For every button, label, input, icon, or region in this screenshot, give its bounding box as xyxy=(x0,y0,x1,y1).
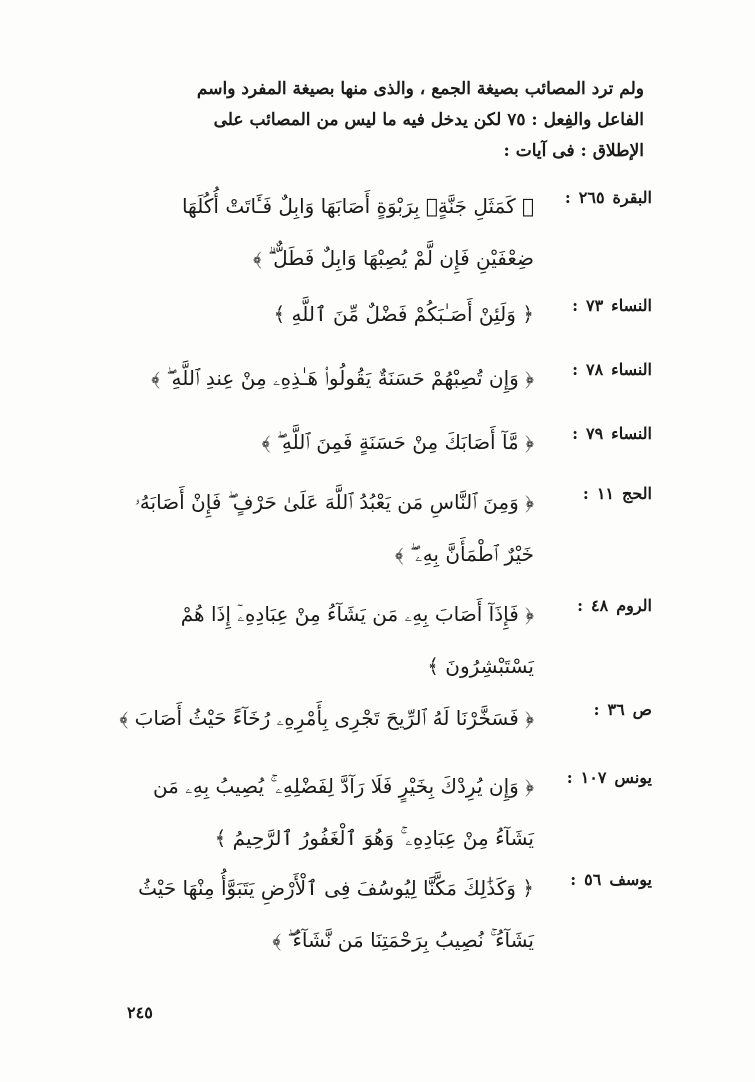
page-number: ٢٤٥ xyxy=(127,1003,153,1022)
verse-line: ﴿ وَكَذَٰلِكَ مَكَّنَّا لِيُوسُفَ فِى ٱلْأَرْضِ يَتَبَوَّأُ مِنْهَا حَيْثُ xyxy=(138,876,534,900)
verse-text xyxy=(130,476,534,580)
ayah-number: ٧٨ xyxy=(585,360,604,379)
reference-colon: : xyxy=(577,596,584,615)
verse-line: يَشَآءُ مِنْ عِبَادِهِۦ ۚ وَهُوَ ٱلْغَفُورُ ٱلرَّحِيمُ ﴾ xyxy=(214,826,534,850)
verse-text xyxy=(130,588,534,692)
ayah-number: ٢٦٥ xyxy=(578,188,605,207)
reference-colon: : xyxy=(572,360,578,379)
surah-name: يونس xyxy=(614,768,652,787)
verse-reference xyxy=(542,424,652,443)
ayah-number: ٤٨ xyxy=(591,596,609,615)
surah-name: ص xyxy=(632,700,652,719)
surah-name: الروم xyxy=(616,596,652,615)
verse-reference xyxy=(542,296,652,315)
reference-colon: : xyxy=(570,870,577,889)
reference-colon: : xyxy=(572,296,578,315)
reference-colon: : xyxy=(566,768,573,787)
reference-colon: : xyxy=(582,484,589,503)
intro-line: الإطلاق : فى آيات : xyxy=(503,141,644,161)
verse-line: يَسْتَبْشِرُونَ ﴾ xyxy=(427,654,534,678)
verse-line: ﴿ وَإِن يُرِدْكَ بِخَيْرٍ فَلَا رَآدَّ لِفَضْلِهِۦ ۚ يُصِيبُ بِهِۦ مَن xyxy=(152,774,534,798)
verse-reference xyxy=(542,188,652,207)
ayah-number: ١١ xyxy=(596,484,615,503)
verse-text xyxy=(119,692,534,744)
verse-line: يَشَآءُ ۚ نُصِيبُ بِرَحْمَتِنَا مَن نَّشَآءُ ۖ ﴾ xyxy=(272,928,534,952)
surah-name: الحج xyxy=(622,484,652,503)
ayah-number: ٧٣ xyxy=(585,296,604,315)
verse-reference xyxy=(542,870,652,889)
reference-colon: : xyxy=(572,424,578,443)
verse-reference xyxy=(542,768,652,787)
verse-line: ﴿ وَمِنَ ٱلنَّاسِ مَن يَعْبُدُ ٱللَّهَ عَلَىٰ حَرْفٍ ۖ فَإِنْ أَصَابَهُۥ xyxy=(134,490,534,514)
intro-line: ولم ترد المصائب بصيغة الجمع ، والذى منها بصيغة المفرد واسم xyxy=(196,79,644,99)
intro-paragraph xyxy=(160,74,644,167)
surah-name: يوسف xyxy=(609,870,652,889)
verse-line: ضِعْفَيْنِ فَإِن لَّمْ يُصِبْهَا وَابِلٌ فَطَلٌّ ۗ ﴾ xyxy=(252,246,534,270)
verse-reference xyxy=(542,596,652,615)
verse-text xyxy=(130,352,534,404)
verse-line: ﴿ كَمَثَلِ جَنَّةٍۭ بِرَبْوَةٍ أَصَابَهَا وَابِلٌ فَـَٔاتَتْ أُكُلَهَا xyxy=(181,194,534,218)
ayah-number: ٥٦ xyxy=(584,870,602,889)
intro-line: الفاعل والفِعل : ٧٥ لكن يدخل فيه ما ليس من المصائب على xyxy=(213,110,644,130)
verse-text xyxy=(130,180,534,284)
verse-text xyxy=(130,416,534,468)
verse-text xyxy=(130,862,534,966)
verse-line: ﴿ مَّآ أَصَابَكَ مِنْ حَسَنَةٍ فَمِنَ ٱللَّهِ ۖ ﴾ xyxy=(261,430,534,454)
verse-line: ﴿ وَلَئِنْ أَصَـٰبَكُمْ فَضْلٌ مِّنَ ٱللَّهِ ﴾ xyxy=(273,302,534,326)
verse-line: ﴿ فَإِذَآ أَصَابَ بِهِۦ مَن يَشَآءُ مِنْ عِبَادِهِۦٓ إِذَا هُمْ xyxy=(180,602,534,626)
ayah-number: ٣٦ xyxy=(607,700,625,719)
verse-reference xyxy=(542,360,652,379)
surah-name: النساء xyxy=(611,360,652,379)
ayah-number: ١٠٧ xyxy=(580,768,607,787)
surah-name: البقرة xyxy=(612,188,652,207)
verse-line: ﴿ وَإِن تُصِبْهُمْ حَسَنَةٌ يَقُولُوا۟ هَـٰذِهِۦ مِنْ عِندِ ٱللَّهِ ۖ ﴾ xyxy=(151,366,534,390)
verse-reference xyxy=(542,700,652,719)
surah-name: النساء xyxy=(611,424,652,443)
ayah-number: ٧٩ xyxy=(585,424,604,443)
verse-text xyxy=(130,288,534,340)
reference-colon: : xyxy=(564,188,571,207)
verse-text xyxy=(130,760,534,864)
reference-colon: : xyxy=(593,700,600,719)
verse-line: خَيْرٌ ٱطْمَأَنَّ بِهِۦ ۖ ﴾ xyxy=(394,542,534,566)
verse-line: ﴿ فَسَخَّرْنَا لَهُ ٱلرِّيحَ تَجْرِى بِأَمْرِهِۦ رُخَآءً حَيْثُ أَصَابَ ﴾ xyxy=(119,706,534,730)
surah-name: النساء xyxy=(611,296,652,315)
verse-reference xyxy=(542,484,652,503)
